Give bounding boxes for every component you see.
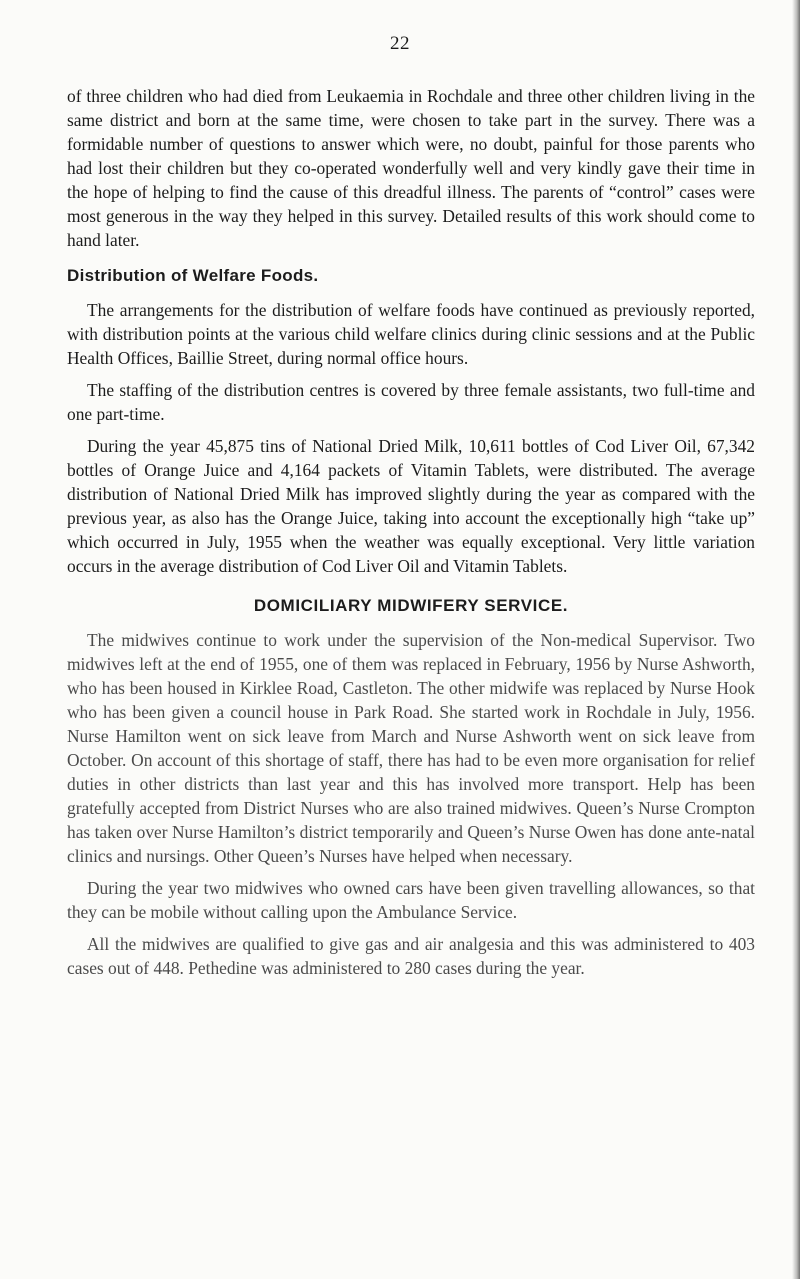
leukaemia-survey-paragraph: of three children who had died from Leukaemia in Rochdale and three other children living in the same district and born at the same time, were chosen to take part in the survey. There was a formidable number of questions to answer which were, no doubt, painful for those parents who had lost their children but they co-operated wonderfully well and very kindly gave their time in the hope of helping to find the cause of this dreadful illness. The parents of “control” cases were most generous in the way they helped in this survey. Detailed results of this work should come to hand later. bbox=[67, 86, 755, 250]
midwifery-section-heading: DOMICILIARY MIDWIFERY SERVICE. bbox=[253, 596, 569, 615]
midwifery-travel-allowance-paragraph: During the year two midwives who owned cars have been given travelling allowances, so that they can be mobile without calling upon the Ambulance Service. bbox=[67, 878, 755, 922]
welfare-foods-arrangements-paragraph: The arrangements for the distribution of welfare foods have continued as previously reported, with distribution points at the various child welfare clinics during clinic sessions and at the Public Health Offices, Baillie Street, during normal office hours. bbox=[67, 300, 755, 368]
welfare-foods-staffing-paragraph: The staffing of the distribution centres is covered by three female assistants, two full-time and one part-time. bbox=[67, 380, 755, 424]
page-binding-edge bbox=[792, 0, 800, 1279]
midwifery-staff-paragraph: The midwives continue to work under the supervision of the Non-medical Supervisor. Two midwives left at the end of 1955, one of them was replaced in February, 1956 by Nurse Ashworth, who has been housed in Kirklee Road, Castleton. The other midwife was replaced by Nurse Hook who has been given a council house in Park Road. She started work in Rochdale in July, 1956. Nurse Hamilton went on sick leave from March and Nurse Ashworth went on sick leave from October. On account of this shortage of staff, there has had to be even more organisation for relief duties in other districts than last year and this has involved more transport. Help has been gratefully accepted from District Nurses who are also trained midwives. Queen’s Nurse Crompton has taken over Nurse Hamilton’s district temporarily and Queen’s Nurse Owen has done ante-natal clinics and nursings. Other Queen’s Nurses have helped when necessary. bbox=[67, 630, 755, 866]
welfare-foods-heading: Distribution of Welfare Foods. bbox=[67, 266, 319, 285]
midwifery-analgesia-paragraph: All the midwives are qualified to give gas and air analgesia and this was administered to 403 cases out of 448. Pethedine was administered to 280 cases during the year. bbox=[67, 934, 755, 978]
document-body bbox=[67, 84, 755, 988]
page-number: 22 bbox=[390, 33, 410, 54]
welfare-foods-distribution-paragraph: During the year 45,875 tins of National Dried Milk, 10,611 bottles of Cod Liver Oil, 67,342 bottles of Orange Juice and 4,164 packets of Vitamin Tablets, were distributed. The average distribution of National Dried Milk has improved slightly during the year as compared with the previous year, as also has the Orange Juice, taking into account the exceptionally high “take up” which occurred in July, 1955 when the weather was equally exceptional. Very little variation occurs in the average distribution of Cod Liver Oil and Vitamin Tablets. bbox=[67, 436, 755, 576]
